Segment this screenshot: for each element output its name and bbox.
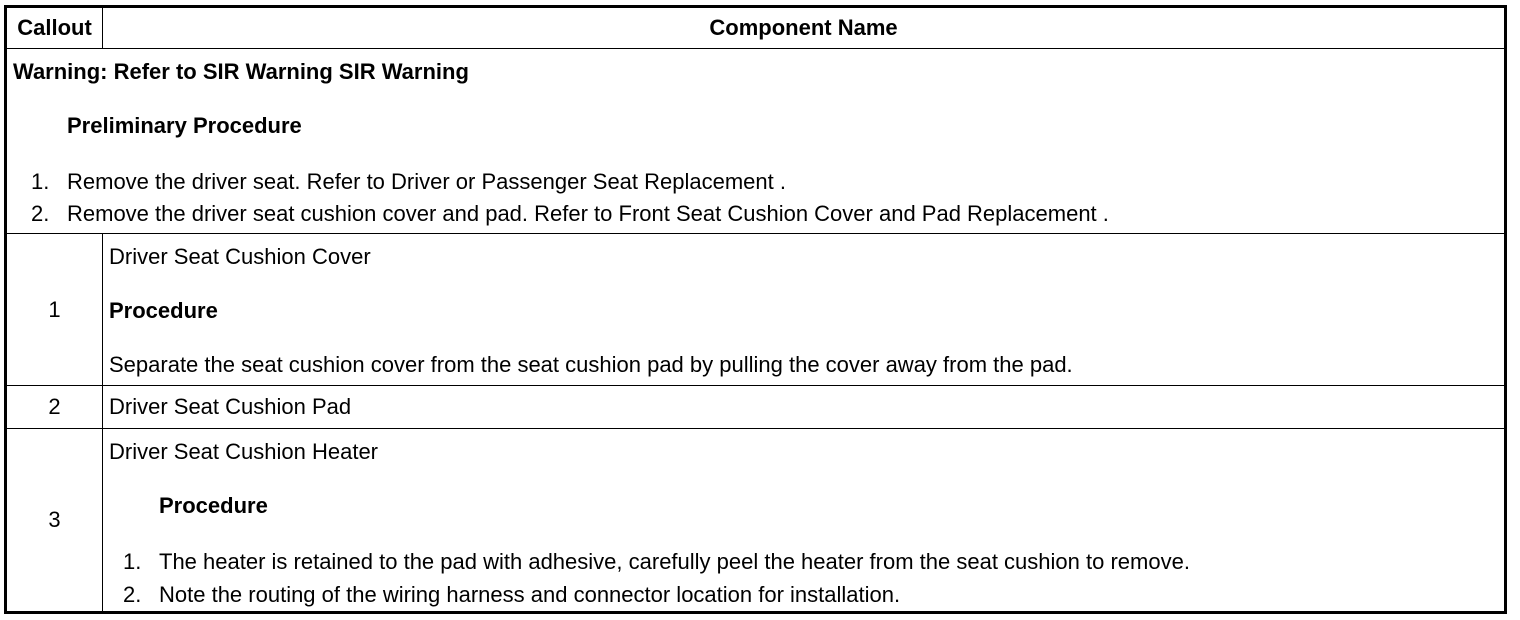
component-cell — [103, 234, 1506, 386]
component-name: Driver Seat Cushion Cover — [109, 244, 371, 269]
list-item — [109, 578, 1498, 611]
step-text: Remove the driver seat. Refer to Driver or Passenger Seat Replacement . — [67, 169, 786, 194]
component-name-column-header: Component Name — [103, 7, 1506, 49]
table-row — [6, 386, 1506, 429]
step-number: 1. — [123, 549, 142, 574]
warning-text: Warning: Refer to SIR Warning SIR Warning — [13, 59, 469, 84]
table-row — [6, 429, 1506, 613]
callout-column-header: Callout — [6, 7, 103, 49]
preliminary-steps-list — [13, 166, 1498, 230]
preliminary-row — [6, 49, 1506, 234]
preliminary-procedure-heading: Preliminary Procedure — [67, 113, 302, 138]
component-cell — [103, 429, 1506, 613]
table-header-row — [6, 7, 1506, 49]
procedure-heading: Procedure — [159, 493, 268, 518]
list-item — [109, 545, 1498, 578]
list-item — [13, 198, 1498, 230]
step-text: Remove the driver seat cushion cover and pad. Refer to Front Seat Cushion Cover and Pad Replacement . — [67, 201, 1109, 226]
component-name: Driver Seat Cushion Pad — [103, 386, 1506, 429]
step-number: 2. — [123, 582, 142, 607]
callout-number: 2 — [6, 386, 103, 429]
preliminary-cell — [6, 49, 1506, 234]
component-name: Driver Seat Cushion Heater — [109, 439, 379, 464]
procedure-text: Separate the seat cushion cover from the seat cushion pad by pulling the cover away from the pad. — [109, 352, 1073, 377]
list-item — [13, 166, 1498, 198]
step-number: 2. — [31, 201, 50, 226]
callout-number: 3 — [6, 429, 103, 613]
step-number: 1. — [31, 169, 50, 194]
procedure-steps-list — [109, 545, 1498, 611]
step-text: Note the routing of the wiring harness and connector location for installation. — [159, 582, 901, 607]
table-row — [6, 234, 1506, 386]
component-table — [4, 5, 1507, 614]
procedure-heading: Procedure — [109, 298, 218, 323]
callout-number: 1 — [6, 234, 103, 386]
step-text: The heater is retained to the pad with adhesive, carefully peel the heater from the seat cushion to remove. — [159, 549, 1190, 574]
